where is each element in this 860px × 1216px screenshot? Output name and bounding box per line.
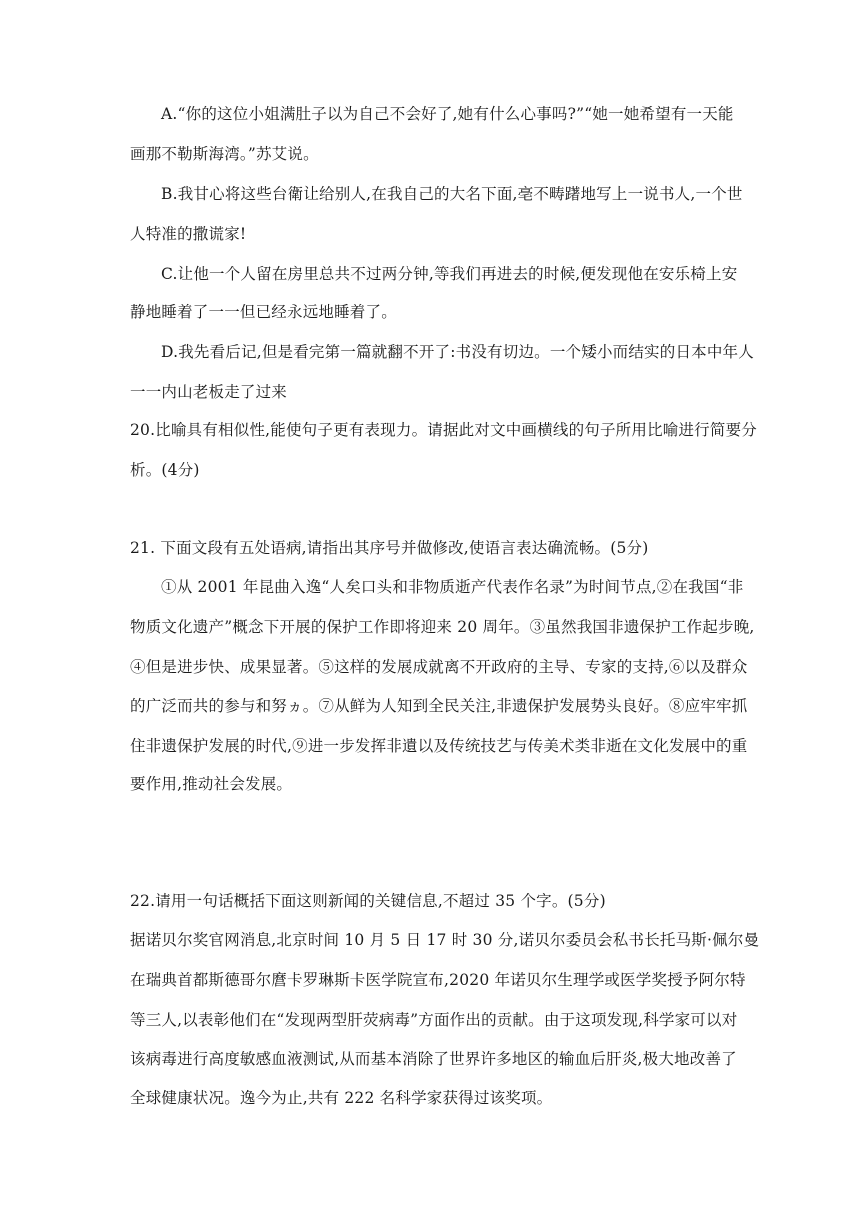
question-21-line-2: 物质文化遗产”概念下开展的保护工作即将迎来 20 周年。③虽然我国非遗保护工作起步晚, [130, 618, 755, 636]
option-c-line-2: 静地睡着了一一但已经永远地睡着了。 [130, 303, 397, 321]
option-a-line-1: A.“你的这位小姐满肚子以为自己不会好了,她有什么心事吗?”“她一她希望有一天能 [161, 105, 734, 123]
option-a-line-2: 画那不勒斯海湾。”苏艾说。 [130, 145, 319, 163]
option-d-line-1: D.我先看后记,但是看完第一篇就翻不开了:书没有切边。一个矮小而结实的日本中年人 [161, 343, 754, 361]
option-b-line-1: B.我甘心将这些台衛让给别人,在我自己的大名下面,亳不畴躇地写上一说书人,一个世 [161, 185, 743, 203]
question-22-line-4: 该病毒进行高度敏感血液测试,从而基本消除了世界许多地区的输血后肝炎,极大地改善了 [130, 1050, 737, 1068]
option-b-line-2: 人特准的撒谎家! [130, 225, 247, 243]
question-22-line-3: 等三人,以表彰他们在“发现两型肝荧病毒”方面作出的贡献。由于这项发现,科学家可以对 [130, 1011, 738, 1029]
question-21-line-5: 住非遗保护发展的时代,⑨进一步发挥非遺以及传统技艺与传美术类非逝在文化发展中的重 [130, 737, 748, 755]
question-22-line-5: 全球健康状况。逸今为止,共有 222 名科学家获得过该奖项。 [130, 1089, 553, 1107]
option-d-line-2: 一一内山老板走了过来 [130, 383, 288, 401]
question-22-prompt: 22.请用一句话概括下面这则新闻的关键信息,不超过 35 个字。(5分) [130, 892, 606, 910]
option-c-line-1: C.让他一个人留在房里总共不过两分钟,等我们再进去的时候,便发现他在安乐椅上安 [161, 265, 738, 283]
question-21-line-1: ①从 2001 年昆曲入逸“人矣口头和非物质逝产代表作名录”为时间节点,②在我国“非 [161, 578, 744, 596]
question-22-line-2: 在瑞典首都斯德哥尔麿卡罗琳斯卡医学院宣布,2020 年诺贝尔生理学或医学奖授予阿尔特 [130, 971, 746, 989]
question-20-line-1: 20.比喻具有相似性,能使句子更有表现力。请据此对文中画横线的句子所用比喻进行简要分 [130, 421, 757, 439]
question-21-line-6: 要作用,推动社会发展。 [130, 775, 293, 793]
question-20-line-2: 析。(4分) [130, 461, 200, 479]
question-21-line-4: 的广泛而共的参与和努ヵ。⑦从鲜为人知到全民关注,非遗保护发展势头良好。⑧应牢牢抓 [130, 697, 748, 715]
question-22-line-1: 据诺贝尔奖官网消息,北京时间 10 月 5 日 17 时 30 分,诺贝尔委员会私书长托马斯·佩尔曼 [130, 931, 760, 949]
question-21-line-3: ④但是进步快、成果显著。⑤这样的发展成就离不开政府的主导、专家的支持,⑥以及群众 [130, 658, 748, 676]
question-21-prompt: 21. 下面文段有五处语病,请指出其序号并做修改,使语言表达确流畅。(5分) [130, 539, 649, 557]
